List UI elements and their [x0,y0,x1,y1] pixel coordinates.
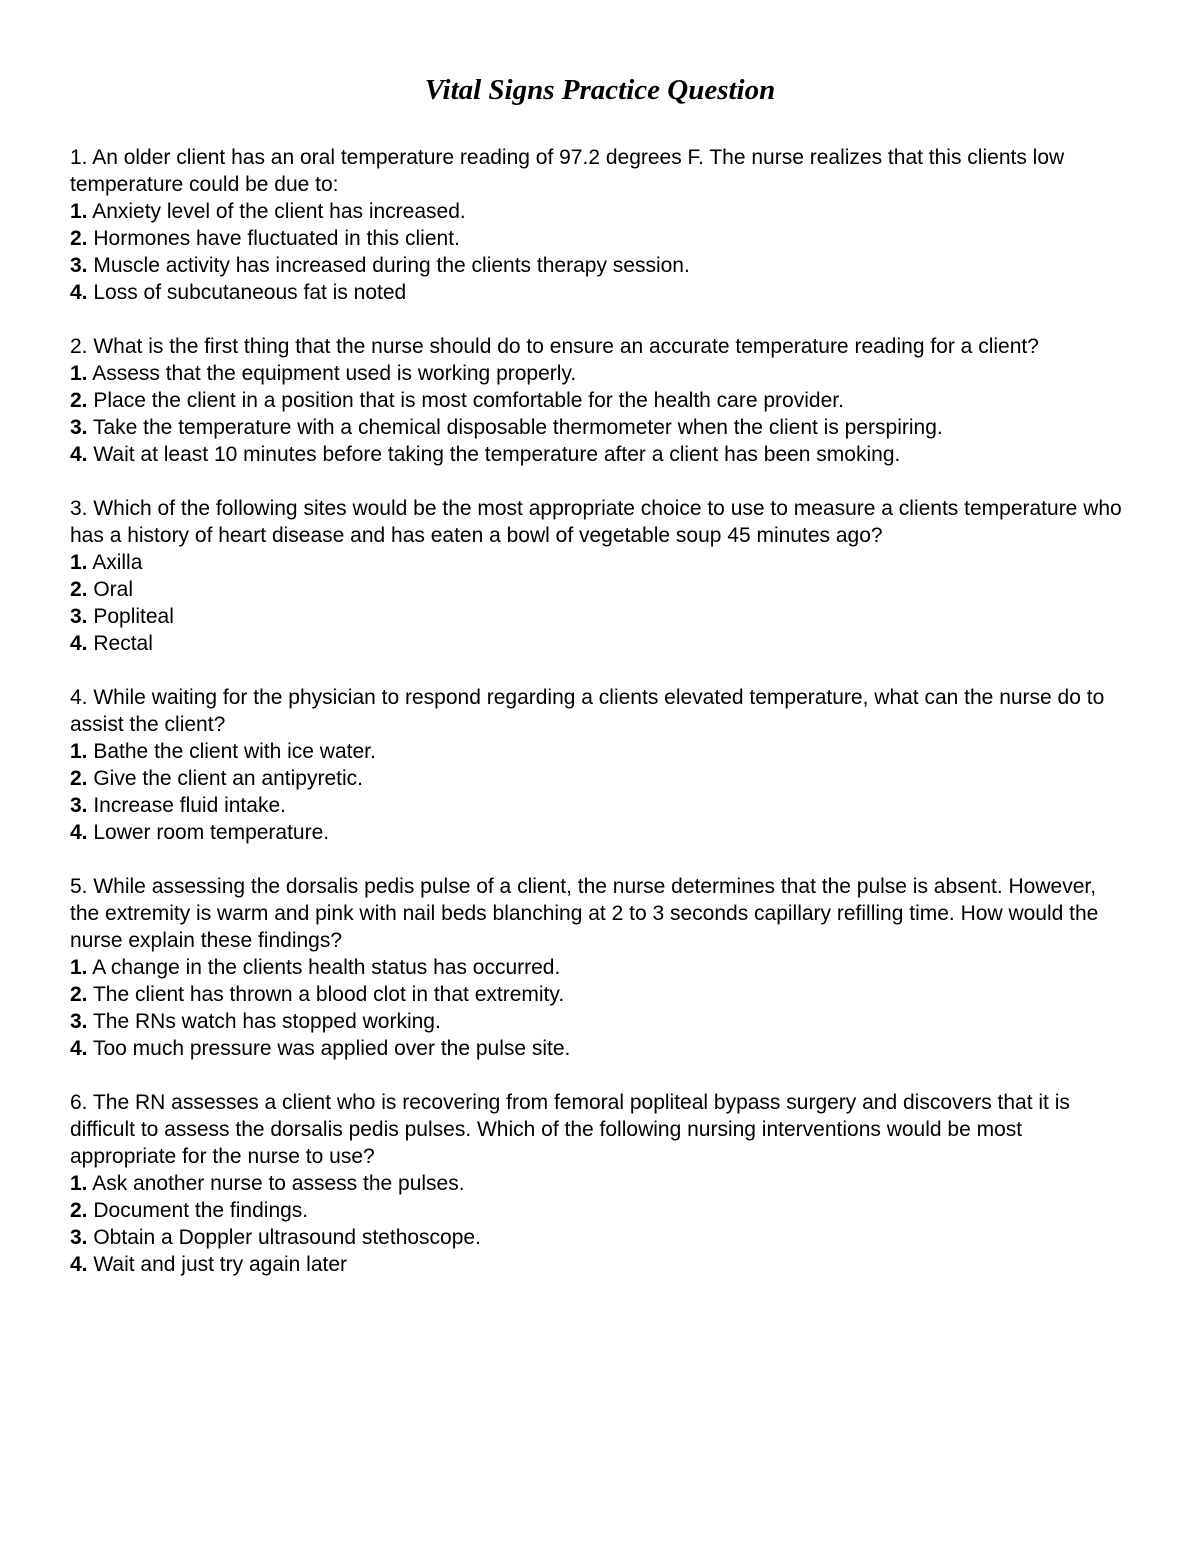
option-number: 1. [70,362,88,385]
option-number: 3. [70,416,88,439]
question-6 [70,1089,1130,1278]
option-number: 4. [70,281,88,304]
answer-option [70,252,1130,279]
option-text: Place the client in a position that is most comfortable for the health care provider. [87,389,844,412]
answer-option [70,1251,1130,1278]
question-list [70,144,1130,1305]
answer-option [70,1197,1130,1224]
option-text: Popliteal [87,605,174,628]
option-number: 1. [70,740,88,763]
answer-option [70,603,1130,630]
question-4 [70,684,1130,846]
option-text: Increase fluid intake. [87,794,286,817]
answer-option [70,981,1130,1008]
option-text: Document the findings. [87,1199,309,1222]
option-text: Hormones have fluctuated in this client. [87,227,460,250]
question-3 [70,495,1130,657]
question-stem: 4. While waiting for the physician to respond regarding a clients elevated temperature, what can the nurse do to assist the client? [70,686,1105,736]
option-number: 2. [70,983,88,1006]
answer-option [70,1008,1130,1035]
answer-option [70,1170,1130,1197]
answer-option [70,279,1130,306]
option-text: Anxiety level of the client has increased. [87,200,466,223]
option-number: 3. [70,794,88,817]
answer-options [70,954,1130,1062]
option-number: 2. [70,227,88,250]
option-number: 3. [70,254,88,277]
option-number: 1. [70,956,88,979]
option-number: 3. [70,605,88,628]
option-text: Obtain a Doppler ultrasound stethoscope. [87,1226,481,1249]
answer-option [70,441,1130,468]
option-number: 4. [70,1253,88,1276]
option-number: 2. [70,389,88,412]
option-text: Wait at least 10 minutes before taking the temperature after a client has been smoking. [87,443,901,466]
answer-option [70,792,1130,819]
option-number: 2. [70,578,88,601]
question-stem: 3. Which of the following sites would be the most appropriate choice to use to measure a clients temperature who has a history of heart disease and has eaten a bowl of vegetable soup 45 minutes ago? [70,497,1122,547]
option-text: Assess that the equipment used is working properly. [87,362,577,385]
option-text: Too much pressure was applied over the pulse site. [87,1037,571,1060]
option-text: A change in the clients health status has occurred. [87,956,561,979]
question-5 [70,873,1130,1062]
answer-option [70,414,1130,441]
answer-option [70,765,1130,792]
option-number: 3. [70,1226,88,1249]
option-text: The RNs watch has stopped working. [87,1010,441,1033]
answer-option [70,576,1130,603]
option-text: Oral [87,578,134,601]
option-number: 2. [70,1199,88,1222]
option-number: 4. [70,443,88,466]
answer-options [70,360,1130,468]
answer-option [70,954,1130,981]
option-text: Give the client an antipyretic. [87,767,363,790]
answer-option [70,819,1130,846]
question-2 [70,333,1130,468]
option-text: Bathe the client with ice water. [87,740,376,763]
answer-options [70,1170,1130,1278]
option-number: 1. [70,551,88,574]
option-text: The client has thrown a blood clot in that extremity. [87,983,565,1006]
option-number: 1. [70,1172,88,1195]
answer-option [70,630,1130,657]
question-stem: 6. The RN assesses a client who is recovering from femoral popliteal bypass surgery and discovers that it is difficult to assess the dorsalis pedis pulses. Which of the following nursing interventions would be most appropriate for the nurse to use? [70,1091,1070,1168]
option-text: Wait and just try again later [87,1253,348,1276]
page-title: Vital Signs Practice Question [424,74,776,106]
question-stem: 5. While assessing the dorsalis pedis pulse of a client, the nurse determines that the pulse is absent. However, the extremity is warm and pink with nail beds blanching at 2 to 3 seconds capillary refilling time. How would the nurse explain these findings? [70,875,1099,952]
answer-options [70,549,1130,657]
answer-option [70,387,1130,414]
option-text: Take the temperature with a chemical disposable thermometer when the client is perspiring. [87,416,943,439]
option-text: Axilla [87,551,143,574]
option-number: 2. [70,767,88,790]
answer-options [70,198,1130,306]
answer-options [70,738,1130,846]
answer-option [70,360,1130,387]
option-number: 4. [70,1037,88,1060]
answer-option [70,1035,1130,1062]
answer-option [70,198,1130,225]
option-number: 1. [70,200,88,223]
answer-option [70,738,1130,765]
answer-option [70,1224,1130,1251]
option-number: 3. [70,1010,88,1033]
answer-option [70,225,1130,252]
question-stem: 1. An older client has an oral temperature reading of 97.2 degrees F. The nurse realizes that this clients low temperature could be due to: [70,146,1065,196]
question-stem: 2. What is the first thing that the nurse should do to ensure an accurate temperature reading for a client? [70,335,1039,358]
question-1 [70,144,1130,306]
option-text: Loss of subcutaneous fat is noted [87,281,407,304]
option-number: 4. [70,632,88,655]
option-text: Ask another nurse to assess the pulses. [87,1172,465,1195]
option-number: 4. [70,821,88,844]
option-text: Rectal [87,632,153,655]
option-text: Muscle activity has increased during the clients therapy session. [87,254,690,277]
answer-option [70,549,1130,576]
option-text: Lower room temperature. [87,821,330,844]
